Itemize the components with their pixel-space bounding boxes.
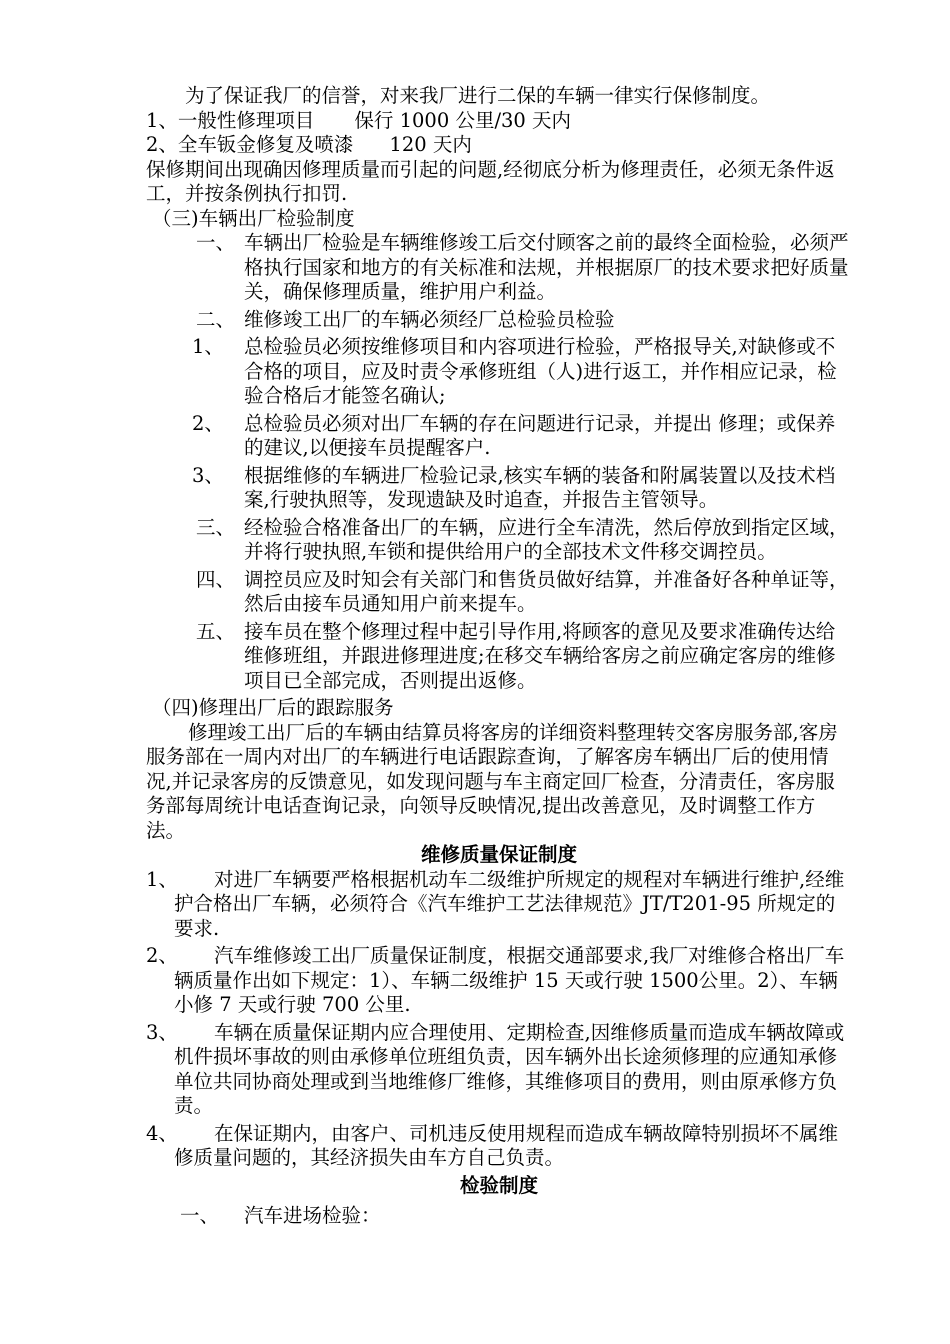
list-item — [146, 620, 852, 694]
list-marker: 1、 — [192, 335, 224, 358]
section-heading: （四)修理出厂后的跟踪服务 — [152, 696, 394, 719]
list-item — [146, 516, 852, 565]
item-text: 车辆在质量保证期内应合理使用、定期检查,因维修质量而造成车辆故障或机件损坏事故的则由承修单位班组负责，因车辆外出长途须修理的应通知承修单位共同协商处理或到当地维修厂维修，其维修项目的费用，则由原承修方负责。 — [174, 1020, 845, 1117]
list-marker: 二、 — [196, 307, 236, 331]
item-number: 1、 — [146, 867, 178, 891]
intro-paragraph: 为了保证我厂的信誉，对来我厂进行二保的车辆一律实行保修制度。 — [185, 84, 771, 107]
list-item — [146, 1204, 852, 1229]
list-text: 汽车进场检验： — [244, 1204, 381, 1227]
list-marker: 2、 — [192, 411, 224, 435]
list-marker: 一、 — [180, 1204, 220, 1227]
item-number: 4、 — [146, 1121, 178, 1145]
list-item — [146, 308, 852, 333]
section-title: 检验制度 — [459, 1173, 538, 1197]
list-item — [146, 568, 852, 617]
item-number: 3、 — [146, 1020, 178, 1044]
list-item — [146, 464, 852, 513]
list-item — [146, 231, 852, 305]
document-body — [146, 84, 852, 1229]
warranty-value: 保行 1000 公里/30 天内 — [354, 108, 572, 132]
list-text: 维修竣工出厂的车辆必须经厂总检验员检验 — [244, 307, 615, 331]
section-title: 维修质量保证制度 — [420, 843, 577, 866]
numbered-item — [146, 1021, 852, 1119]
list-text: 调控员应及时知会有关部门和售货员做好结算，并准备好各种单证等，然后由接车员通知用户前来提车。 — [244, 567, 849, 615]
item-text: 对进厂车辆要严格根据机动车二级维护所规定的规程对车辆进行维护,经维护合格出厂车辆，必须符合《汽车维护工艺法律规范》JT/T201-95 所规定的要求. — [174, 867, 845, 940]
warranty-item — [146, 133, 852, 158]
list-text: 总检验员必须按维修项目和内容项进行检验，严格报导关,对缺修或不合格的项目，应及时责令承修班组（人)进行返工，并作相应记录，检验合格后才能签名确认; — [244, 335, 837, 407]
list-item — [146, 335, 852, 409]
list-marker: 四、 — [196, 567, 236, 591]
list-text: 根据维修的车辆进厂检验记录,核实车辆的装备和附属装置以及技术档案,行驶执照等，发现遗缺及时追查，并报告主管领导。 — [244, 463, 836, 511]
warranty-value: 120 天内 — [389, 133, 472, 156]
list-marker: 3、 — [192, 463, 224, 487]
section-heading: （三)车辆出厂检验制度 — [152, 206, 355, 230]
item-text: 汽车维修竣工出厂质量保证制度，根据交通部要求,我厂对维修合格出厂车辆质量作出如下规定：1）、车辆二级维护 15 天或行驶 1500公里。2）、车辆小修 7 天或行驶 700 公里. — [174, 944, 845, 1016]
list-text: 总检验员必须对出厂车辆的存在问题进行记录，并提出 修理；或保养的建议,以便接车员提醒客户. — [244, 411, 836, 459]
warranty-item — [146, 109, 852, 134]
section-paragraph: 修理竣工出厂后的车辆由结算员将客房的详细资料整理转交客房服务部,客房服务部在一周内对出厂的车辆进行电话跟踪查询，了解客房车辆出厂后的使用情况,并记录客房的反馈意见，如发现问题与车主商定回厂检查，分清责任，客房服务部每周统计电话查询记录，向领导反映情况,提出改善意见，及时调整工作方法。 — [146, 720, 838, 842]
item-text: 在保证期内，由客户、司机违反使用规程而造成车辆故障特别损坏不属维修质量问题的，其经济损失由车方自己负责。 — [174, 1121, 839, 1169]
list-marker: 一、 — [196, 231, 236, 254]
list-marker: 三、 — [196, 515, 236, 539]
warranty-note: 保修期间出现确因修理质量而引起的问题,经彻底分析为修理责任，必须无条件返工，并按条例执行扣罚. — [146, 157, 835, 205]
list-text: 经检验合格准备出厂的车辆，应进行全车清洗，然后停放到指定区域，并将行驶执照,车锁和提供给用户的全部技术文件移交调控员。 — [244, 515, 849, 563]
numbered-item — [146, 1122, 852, 1171]
list-marker: 五、 — [196, 619, 236, 643]
warranty-label: 2、全车钣金修复及喷漆 — [146, 133, 354, 156]
list-text: 接车员在整个修理过程中起引导作用,将顾客的意见及要求准确传达给维修班组，并跟进修理进度;在移交车辆给客房之前应确定客房的维修项目已全部完成，否则提出返修。 — [244, 619, 836, 692]
warranty-label: 1、一般性修理项目 — [146, 108, 315, 132]
numbered-item — [146, 868, 852, 942]
list-text: 车辆出厂检验是车辆维修竣工后交付顾客之前的最终全面检验，必须严格执行国家和地方的有关标准和法规，并根据原厂的技术要求把好质量关，确保修理质量，维护用户利益。 — [244, 231, 849, 303]
item-number: 2、 — [146, 944, 178, 967]
numbered-item — [146, 944, 852, 1018]
list-item — [146, 412, 852, 461]
